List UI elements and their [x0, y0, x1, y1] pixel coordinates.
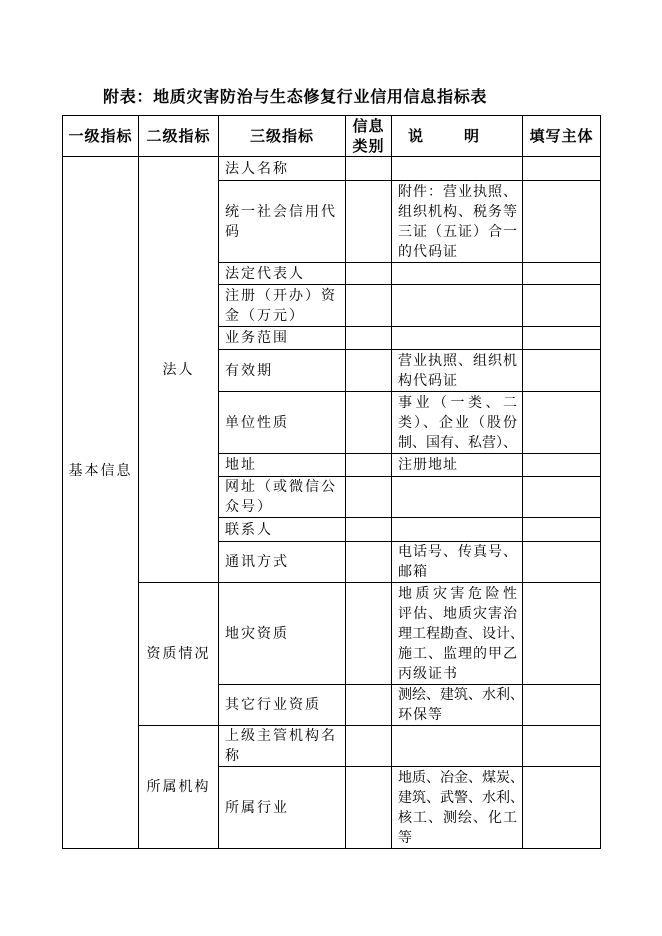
- level3-cell: [219, 181, 346, 263]
- level3-text-line: 所属行业: [225, 799, 289, 816]
- category-cell: [346, 285, 392, 327]
- note-text-line: 制、国有、私营）、: [398, 434, 517, 451]
- category-cell: [346, 181, 392, 263]
- level3-cell: [219, 454, 346, 477]
- header-category: [346, 116, 392, 157]
- level1-cell: [63, 157, 139, 849]
- note-cell: [392, 542, 523, 583]
- note-text-line: 核工、测绘、化工: [398, 809, 518, 826]
- header-level2: 二级指标: [139, 116, 219, 157]
- level3-cell: [219, 726, 346, 767]
- note-text-line: 评估、地质灾害治: [398, 605, 518, 622]
- category-cell: [346, 477, 392, 518]
- level3-cell: [219, 392, 346, 454]
- level3-cell: [219, 477, 346, 518]
- level3-text-line: 法人名称: [225, 160, 289, 177]
- level3-cell: [219, 518, 346, 542]
- level3-cell: [219, 285, 346, 327]
- category-cell: [346, 685, 392, 726]
- category-cell: [346, 157, 392, 181]
- filler-cell: [523, 477, 601, 518]
- header-row: [63, 116, 601, 157]
- level3-text-line: 地灾资质: [225, 625, 289, 642]
- level3-text-line: 称: [225, 748, 241, 764]
- level3-text-line: 法定代表人: [225, 265, 305, 282]
- note-cell: [392, 477, 523, 518]
- note-cell: [392, 454, 523, 477]
- category-cell: [346, 454, 392, 477]
- category-cell: [346, 542, 392, 583]
- note-cell: [392, 726, 523, 767]
- category-cell: [346, 583, 392, 685]
- level3-text-line: 联系人: [225, 521, 273, 538]
- category-cell: [346, 350, 392, 392]
- category-cell: [346, 726, 392, 767]
- level3-text-line: 上级主管机构名: [225, 728, 337, 744]
- note-cell: [392, 157, 523, 181]
- level3-cell: [219, 157, 346, 181]
- header-note: 说 明: [392, 116, 523, 157]
- level3-text-line: 有效期: [225, 362, 273, 379]
- level2-label: 资质情况: [146, 646, 211, 662]
- level2-cell: [139, 583, 219, 726]
- header-category-line: 信息: [352, 117, 385, 135]
- header-level1: 一级指标: [63, 116, 139, 157]
- note-cell: [392, 263, 523, 285]
- filler-cell: [523, 767, 601, 849]
- level1-label: 基本信息: [68, 463, 133, 479]
- table-row: [63, 726, 601, 767]
- category-cell: [346, 767, 392, 849]
- level2-label: 所属机构: [146, 779, 211, 795]
- note-text-line: 地质、冶金、煤炭、: [398, 769, 524, 786]
- filler-cell: [523, 285, 601, 327]
- note-cell: [392, 285, 523, 327]
- note-text-line: 施工、监理的甲乙: [398, 645, 518, 662]
- category-cell: [346, 327, 392, 350]
- note-text-line: 丙级证书: [398, 665, 458, 682]
- note-text-line: 地质灾害危险性: [398, 585, 518, 602]
- level3-cell: [219, 327, 346, 350]
- note-cell: [392, 327, 523, 350]
- note-cell: [392, 181, 523, 263]
- category-cell: [346, 518, 392, 542]
- note-cell: [392, 767, 523, 849]
- note-cell: [392, 685, 523, 726]
- indicator-table: [62, 115, 601, 849]
- filler-cell: [523, 685, 601, 726]
- header-category-line: 类别: [352, 137, 385, 155]
- filler-cell: [523, 583, 601, 685]
- filler-cell: [523, 181, 601, 263]
- level3-cell: [219, 583, 346, 685]
- table-body: [63, 157, 601, 849]
- category-cell: [346, 263, 392, 285]
- level3-cell: [219, 263, 346, 285]
- note-text-line: 组织机构、税务等: [398, 203, 518, 220]
- note-text-line: 事业（一类、二: [398, 394, 518, 411]
- note-text-line: 附件：营业执照、: [398, 183, 518, 200]
- level3-cell: [219, 350, 346, 392]
- level3-cell: [219, 542, 346, 583]
- level2-cell: [139, 726, 219, 849]
- note-text-line: 等: [398, 829, 413, 846]
- level3-text-line: 业务范围: [225, 330, 289, 346]
- note-text-line: 测绘、建筑、水利、: [398, 687, 524, 703]
- header-level3: 三级指标: [219, 116, 346, 157]
- note-cell: [392, 350, 523, 392]
- level3-text-line: 单位性质: [225, 414, 289, 431]
- note-text-line: 构代码证: [398, 372, 458, 389]
- filler-cell: [523, 726, 601, 767]
- level2-cell: [139, 157, 219, 583]
- page-title: 附表：地质灾害防治与生态修复行业信用信息指标表: [103, 87, 488, 106]
- filler-cell: [523, 327, 601, 350]
- level3-cell: [219, 767, 346, 849]
- note-text-line: 营业执照、组织机: [398, 352, 518, 369]
- level3-text-line: 地址: [225, 457, 257, 473]
- level3-text-line: 众号）: [225, 499, 273, 515]
- level3-text-line: 金（万元）: [225, 307, 305, 324]
- filler-cell: [523, 542, 601, 583]
- note-text-line: 电话号、传真号、: [398, 544, 518, 560]
- level3-text-line: 统一社会信用代: [225, 203, 337, 220]
- level3-text-line: 通讯方式: [225, 554, 289, 570]
- note-text-line: 邮箱: [398, 564, 428, 580]
- level3-text-line: 码: [225, 223, 241, 240]
- filler-cell: [523, 263, 601, 285]
- category-cell: [346, 392, 392, 454]
- note-text-line: 环保等: [398, 707, 443, 723]
- filler-cell: [523, 157, 601, 181]
- filler-cell: [523, 454, 601, 477]
- note-text-line: 建筑、武警、水利、: [398, 789, 524, 806]
- level3-text-line: 网址（或微信公: [225, 479, 337, 495]
- note-text-line: 类）、企业（股份: [398, 414, 518, 431]
- table-row: [63, 157, 601, 181]
- level3-text-line: 其它行业资质: [225, 697, 321, 713]
- note-cell: [392, 392, 523, 454]
- note-text-line: 注册地址: [398, 457, 458, 473]
- header-filler: 填写主体: [523, 116, 601, 157]
- filler-cell: [523, 518, 601, 542]
- table-row: [63, 583, 601, 685]
- filler-cell: [523, 392, 601, 454]
- level2-label: 法人: [162, 361, 195, 378]
- level3-text-line: 注册（开办）资: [225, 287, 337, 304]
- filler-cell: [523, 350, 601, 392]
- note-cell: [392, 583, 523, 685]
- note-cell: [392, 518, 523, 542]
- note-text-line: 理工程勘查、设计、: [398, 625, 524, 642]
- level3-cell: [219, 685, 346, 726]
- note-text-line: 的代码证: [398, 243, 458, 260]
- note-text-line: 三证（五证）合一: [398, 223, 518, 240]
